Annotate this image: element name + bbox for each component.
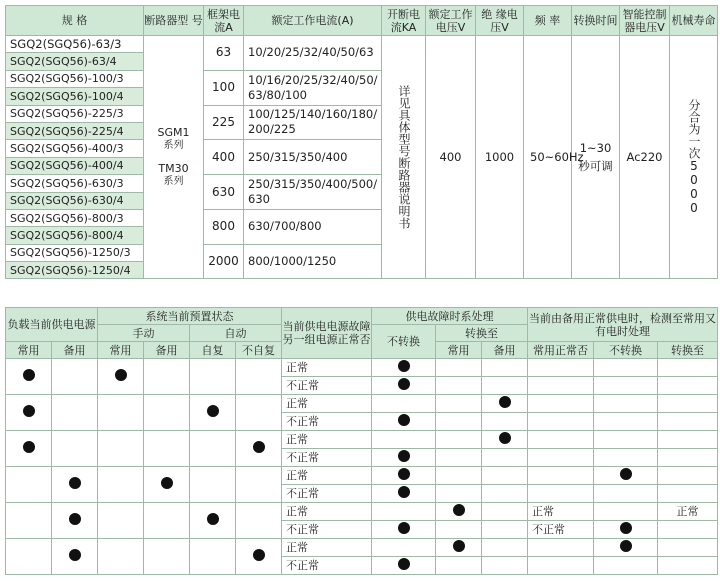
filled-dot-icon — [620, 540, 632, 552]
normal-ok-cell — [528, 359, 594, 377]
header-backup-check: 当前由备用正常供电时，检测至常用又有电时处理 — [528, 308, 718, 342]
preset-cell — [98, 431, 144, 467]
model-cell: SGQ2(SGQ56)-1250/3 — [6, 244, 144, 261]
fault-switch-normal-cell — [436, 377, 482, 395]
model-cell: SGQ2(SGQ56)-225/3 — [6, 105, 144, 122]
bk-switch-to-cell — [658, 521, 718, 539]
header-switch-to: 转换至 — [436, 325, 528, 342]
filled-dot-icon — [115, 369, 127, 381]
fault-switch-normal-cell — [436, 431, 482, 449]
header-insulation-voltage: 绝 缘电压V — [476, 6, 524, 36]
normal-ok-cell — [528, 467, 594, 485]
header-normal-ok: 常用正常否 — [528, 342, 594, 359]
header-src-normal: 常用 — [6, 342, 52, 359]
fault-no-switch-cell — [372, 521, 436, 539]
control-voltage-cell: Ac220 — [620, 36, 670, 279]
src-normal-cell — [6, 395, 52, 431]
bk-switch-to-cell: 正常 — [658, 503, 718, 521]
table-row — [6, 36, 718, 53]
filled-dot-icon — [69, 513, 81, 525]
bk-switch-to-cell — [658, 467, 718, 485]
rated-current-cell: 630/700/800 — [244, 209, 382, 244]
breaker-series-line: 系列 — [163, 176, 184, 188]
bk-switch-to-cell — [658, 377, 718, 395]
src-normal-cell — [6, 359, 52, 395]
rated-current-cell: 250/315/350/400 — [244, 140, 382, 175]
fault-switch-normal-cell — [436, 413, 482, 431]
preset-cell — [236, 467, 282, 503]
src-backup-cell — [52, 359, 98, 395]
fault-switch-backup-cell — [482, 539, 528, 557]
spec-table — [5, 5, 718, 279]
filled-dot-icon — [398, 414, 410, 426]
frame-current-cell: 400 — [204, 140, 244, 175]
fault-no-switch-cell — [372, 413, 436, 431]
table-row — [6, 395, 718, 413]
other-source-status-cell: 不正常 — [282, 557, 372, 575]
fault-switch-backup-cell — [482, 377, 528, 395]
header-auto-reset: 自复 — [190, 342, 236, 359]
fault-switch-backup-cell — [482, 485, 528, 503]
src-backup-cell — [52, 395, 98, 431]
other-source-status-cell: 不正常 — [282, 377, 372, 395]
src-backup-cell — [52, 467, 98, 503]
other-source-status-cell: 正常 — [282, 503, 372, 521]
preset-cell — [190, 395, 236, 431]
filled-dot-icon — [23, 405, 35, 417]
src-normal-cell — [6, 431, 52, 467]
breaking-current-text: 详见具体型号断路器说明书 — [397, 85, 411, 230]
header-control-voltage: 智能控制器电压V — [620, 6, 670, 36]
preset-cell — [190, 359, 236, 395]
header-preset: 系统当前预置状态 — [98, 308, 282, 325]
other-source-status-cell: 正常 — [282, 539, 372, 557]
rated-voltage-cell: 400 — [426, 36, 476, 279]
mech-life-cell — [670, 36, 718, 279]
breaker-series-line: TM30 — [158, 162, 189, 176]
frame-current-cell: 225 — [204, 105, 244, 140]
header-rated-voltage: 额定工作电压V — [426, 6, 476, 36]
preset-cell — [98, 539, 144, 575]
bk-no-switch-cell — [594, 413, 658, 431]
other-source-status-cell: 正常 — [282, 359, 372, 377]
src-backup-cell — [52, 503, 98, 539]
filled-dot-icon — [398, 360, 410, 372]
table-row — [6, 467, 718, 485]
preset-cell — [236, 539, 282, 575]
header-no-switch: 不转换 — [372, 325, 436, 359]
preset-cell — [190, 539, 236, 575]
header-model: 规 格 — [6, 6, 144, 36]
src-backup-cell — [52, 539, 98, 575]
model-cell: SGQ2(SGQ56)-400/4 — [6, 157, 144, 174]
frame-current-cell: 800 — [204, 209, 244, 244]
bk-no-switch-cell — [594, 449, 658, 467]
preset-cell — [144, 539, 190, 575]
preset-cell — [144, 359, 190, 395]
model-cell: SGQ2(SGQ56)-100/4 — [6, 88, 144, 105]
preset-cell — [190, 431, 236, 467]
fault-no-switch-cell — [372, 359, 436, 377]
bk-switch-to-cell — [658, 359, 718, 377]
model-cell: SGQ2(SGQ56)-800/4 — [6, 227, 144, 244]
model-cell: SGQ2(SGQ56)-800/3 — [6, 209, 144, 226]
fault-switch-backup-cell — [482, 395, 528, 413]
filled-dot-icon — [23, 369, 35, 381]
bk-no-switch-cell — [594, 539, 658, 557]
bk-no-switch-cell — [594, 431, 658, 449]
breaking-current-cell — [382, 36, 426, 279]
table-row — [6, 539, 718, 557]
preset-cell — [236, 395, 282, 431]
fault-switch-backup-cell — [482, 359, 528, 377]
preset-cell — [98, 503, 144, 539]
fault-switch-normal-cell — [436, 539, 482, 557]
bk-switch-to-cell — [658, 449, 718, 467]
fault-switch-normal-cell — [436, 521, 482, 539]
bk-no-switch-cell — [594, 467, 658, 485]
frame-current-cell: 2000 — [204, 244, 244, 279]
fault-switch-backup-cell — [482, 521, 528, 539]
filled-dot-icon — [453, 540, 465, 552]
normal-ok-cell: 不正常 — [528, 521, 594, 539]
preset-cell — [98, 359, 144, 395]
fault-switch-backup-cell — [482, 557, 528, 575]
fault-switch-backup-cell — [482, 413, 528, 431]
fault-no-switch-cell — [372, 485, 436, 503]
rated-current-cell: 250/315/350/400/500/630 — [244, 175, 382, 210]
normal-ok-cell — [528, 449, 594, 467]
src-normal-cell — [6, 503, 52, 539]
normal-ok-cell — [528, 395, 594, 413]
bk-switch-to-cell — [658, 395, 718, 413]
bk-no-switch-cell — [594, 395, 658, 413]
fault-no-switch-cell — [372, 467, 436, 485]
filled-dot-icon — [620, 468, 632, 480]
bk-switch-to-cell — [658, 413, 718, 431]
normal-ok-cell — [528, 557, 594, 575]
filled-dot-icon — [69, 477, 81, 489]
src-normal-cell — [6, 467, 52, 503]
fault-switch-normal-cell — [436, 485, 482, 503]
bk-no-switch-cell — [594, 521, 658, 539]
switch-time-cell: 1~30秒可调 — [572, 36, 620, 279]
fault-switch-backup-cell — [482, 467, 528, 485]
fault-no-switch-cell — [372, 539, 436, 557]
logic-table — [5, 307, 718, 575]
normal-ok-cell — [528, 431, 594, 449]
normal-ok-cell — [528, 377, 594, 395]
header-breaking-current: 开断电流KA — [382, 6, 426, 36]
preset-cell — [190, 503, 236, 539]
table-row — [6, 431, 718, 449]
breaker-series-line: 系列 — [163, 140, 184, 152]
header-auto: 自动 — [190, 325, 282, 342]
filled-dot-icon — [253, 549, 265, 561]
filled-dot-icon — [207, 513, 219, 525]
other-source-status-cell: 不正常 — [282, 413, 372, 431]
src-backup-cell — [52, 431, 98, 467]
fault-no-switch-cell — [372, 449, 436, 467]
frequency-cell: 50~60Hz — [524, 36, 572, 279]
preset-cell — [98, 467, 144, 503]
fault-switch-normal-cell — [436, 503, 482, 521]
header-bk-switch-to: 转换至 — [658, 342, 718, 359]
header-manual-normal: 常用 — [98, 342, 144, 359]
filled-dot-icon — [499, 396, 511, 408]
mech-life-text: 分合为一次5000 — [687, 99, 701, 216]
other-source-status-cell: 不正常 — [282, 449, 372, 467]
bk-switch-to-cell — [658, 485, 718, 503]
fault-switch-normal-cell — [436, 449, 482, 467]
breaker-series-cell — [144, 36, 204, 279]
other-source-status-cell: 正常 — [282, 467, 372, 485]
header-bk-no-switch: 不转换 — [594, 342, 658, 359]
normal-ok-cell — [528, 413, 594, 431]
preset-cell — [144, 467, 190, 503]
fault-no-switch-cell — [372, 377, 436, 395]
preset-cell — [236, 359, 282, 395]
fault-no-switch-cell — [372, 557, 436, 575]
model-cell: SGQ2(SGQ56)-63/4 — [6, 53, 144, 70]
other-source-status-cell: 正常 — [282, 431, 372, 449]
rated-current-cell: 800/1000/1250 — [244, 244, 382, 279]
model-cell: SGQ2(SGQ56)-630/4 — [6, 192, 144, 209]
header-rated-current: 额定工作电流(A) — [244, 6, 382, 36]
fault-switch-normal-cell — [436, 395, 482, 413]
filled-dot-icon — [207, 405, 219, 417]
header-manual-backup: 备用 — [144, 342, 190, 359]
header-frequency: 频 率 — [524, 6, 572, 36]
other-source-status-cell: 不正常 — [282, 521, 372, 539]
fault-no-switch-cell — [372, 395, 436, 413]
table-row — [6, 359, 718, 377]
model-cell: SGQ2(SGQ56)-63/3 — [6, 36, 144, 53]
fault-switch-normal-cell — [436, 359, 482, 377]
filled-dot-icon — [253, 441, 265, 453]
normal-ok-cell — [528, 539, 594, 557]
frame-current-cell: 63 — [204, 36, 244, 71]
rated-current-cell: 10/16/20/25/32/40/50/63/80/100 — [244, 70, 382, 105]
breaker-series-line: SGM1 — [157, 126, 190, 140]
fault-switch-backup-cell — [482, 431, 528, 449]
model-cell: SGQ2(SGQ56)-1250/4 — [6, 262, 144, 279]
frame-current-cell: 630 — [204, 175, 244, 210]
preset-cell — [144, 503, 190, 539]
src-normal-cell — [6, 539, 52, 575]
filled-dot-icon — [398, 522, 410, 534]
header-switch-normal: 常用 — [436, 342, 482, 359]
header-load-source: 负载当前供电电源 — [6, 308, 98, 342]
frame-current-cell: 100 — [204, 70, 244, 105]
model-cell: SGQ2(SGQ56)-100/3 — [6, 70, 144, 87]
bk-no-switch-cell — [594, 359, 658, 377]
filled-dot-icon — [161, 477, 173, 489]
bk-no-switch-cell — [594, 485, 658, 503]
header-fault-action: 供电故障时系处理 — [372, 308, 528, 325]
header-frame-current: 框架电流A — [204, 6, 244, 36]
filled-dot-icon — [398, 558, 410, 570]
filled-dot-icon — [499, 432, 511, 444]
rated-current-cell: 10/20/25/32/40/50/63 — [244, 36, 382, 71]
other-source-status-cell: 不正常 — [282, 485, 372, 503]
filled-dot-icon — [453, 504, 465, 516]
fault-no-switch-cell — [372, 431, 436, 449]
header-other-source: 当前供电电源故障另一组电源正常否 — [282, 308, 372, 359]
filled-dot-icon — [398, 450, 410, 462]
model-cell: SGQ2(SGQ56)-400/3 — [6, 140, 144, 157]
rated-current-cell: 100/125/140/160/180/200/225 — [244, 105, 382, 140]
bk-no-switch-cell — [594, 377, 658, 395]
bk-switch-to-cell — [658, 539, 718, 557]
header-switch-time: 转换时间 — [572, 6, 620, 36]
normal-ok-cell: 正常 — [528, 503, 594, 521]
other-source-status-cell: 正常 — [282, 395, 372, 413]
header-no-auto-reset: 不自复 — [236, 342, 282, 359]
filled-dot-icon — [620, 522, 632, 534]
preset-cell — [144, 431, 190, 467]
header-breaker-type: 断路器型 号 — [144, 6, 204, 36]
filled-dot-icon — [69, 549, 81, 561]
header-switch-backup: 备用 — [482, 342, 528, 359]
preset-cell — [236, 503, 282, 539]
filled-dot-icon — [398, 468, 410, 480]
preset-cell — [236, 431, 282, 467]
fault-switch-normal-cell — [436, 557, 482, 575]
fault-switch-normal-cell — [436, 467, 482, 485]
filled-dot-icon — [23, 441, 35, 453]
preset-cell — [190, 467, 236, 503]
bk-no-switch-cell — [594, 557, 658, 575]
bk-no-switch-cell — [594, 503, 658, 521]
fault-no-switch-cell — [372, 503, 436, 521]
table-row — [6, 503, 718, 521]
header-src-backup: 备用 — [52, 342, 98, 359]
filled-dot-icon — [398, 486, 410, 498]
fault-switch-backup-cell — [482, 449, 528, 467]
preset-cell — [144, 395, 190, 431]
normal-ok-cell — [528, 485, 594, 503]
filled-dot-icon — [398, 378, 410, 390]
bk-switch-to-cell — [658, 557, 718, 575]
model-cell: SGQ2(SGQ56)-630/3 — [6, 175, 144, 192]
model-cell: SGQ2(SGQ56)-225/4 — [6, 122, 144, 139]
header-manual: 手动 — [98, 325, 190, 342]
fault-switch-backup-cell — [482, 503, 528, 521]
header-mech-life: 机械寿命 — [670, 6, 718, 36]
insulation-voltage-cell: 1000 — [476, 36, 524, 279]
bk-switch-to-cell — [658, 431, 718, 449]
preset-cell — [98, 395, 144, 431]
